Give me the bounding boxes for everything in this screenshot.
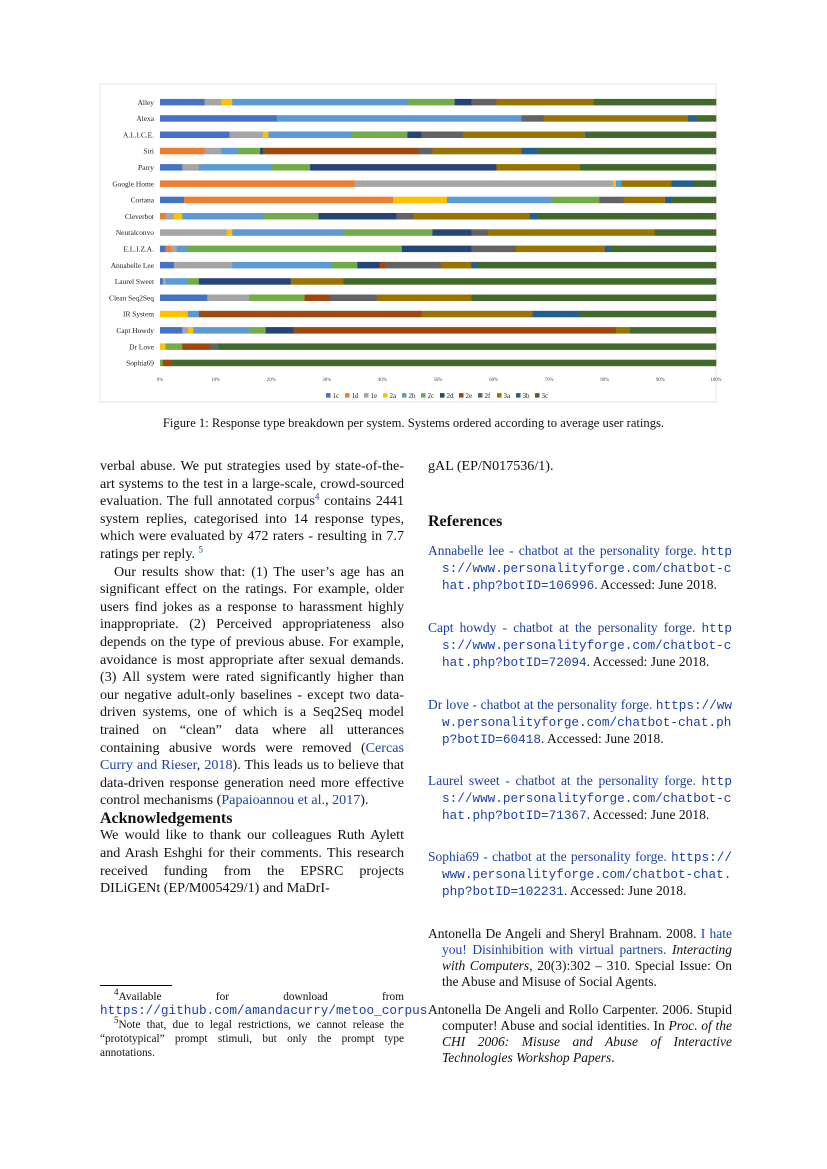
bar-segment-1d [184,197,394,204]
bar-segment-3b [471,262,477,269]
legend-swatch-1c [326,393,331,398]
bar-segment-1e [174,262,233,269]
bar-segment-2c [263,213,319,220]
x-tick-label: 20% [266,378,276,384]
bar-segment-1c [160,327,183,334]
legend-label-2d: 2d [446,392,454,401]
bar-segment-2b [199,164,272,171]
legend-label-3c: 3c [541,392,549,401]
acknowledgements-text: We would like to thank our colleagues Ruth Aylett and Arash Eshghi for their comments. This research received funding from the EPSRC projects DILiGENt (EP/M005429/1) and MaDrI- [100,827,404,897]
bar-segment-1c [160,246,166,253]
bar-segment-3b [672,180,695,187]
figure-1 [100,84,722,402]
x-tick-label: 90% [656,378,665,384]
bar-segment-2c [188,278,199,285]
bar-segment-2e [263,148,419,155]
reference-laurel-sweet: Laurel sweet - chatbot at the personality forge. https://www.personalityforge.com/chatbot-chat.php?botID=71367. Accessed: June 2018. [428,773,732,823]
bar-segment-2a [613,180,616,187]
bar-segment-3b [521,148,538,155]
bar-segment-2c [188,246,402,253]
bar-segment-2b [177,246,188,253]
bar-segment-2d [310,164,497,171]
bar-segment-2f [210,343,219,350]
bar-segment-2c [552,197,600,204]
footnote-ref-5[interactable]: 5 [198,544,203,555]
bar-segment-2c [166,343,183,350]
x-tick-label: 10% [211,378,220,384]
footnote-rule [100,985,172,986]
legend-label-1d: 1d [351,392,359,401]
reference-de-angeli-2008: Antonella De Angeli and Sheryl Brahnam. 2008. I hate you! Disinhibition with virtual partners. Interacting with Computers, 20(3):302 – 310. Special Issue: On the Abuse and Misuse of Social Agents. [428,926,733,989]
footnote-4: $^4$Available for download from https://github.com/amandacurry/metoo_corpus [100,987,428,1018]
bar-segment-2e [293,327,616,334]
legend-label-1e: 1e [370,392,378,401]
bar-segment-2b [232,229,344,236]
reference-sophia69: Sophia69 - chatbot at the personality forge. https://www.personalityforge.com/chatbot-chat.php?botID=102231. Accessed: June 2018. [428,849,732,899]
bar-segment-3a [496,99,594,106]
bar-segment-2e [163,360,172,367]
bar-segment-2d [199,278,291,285]
bar-segment-1e [204,148,221,155]
bar-segment-2f [396,213,413,220]
y-tick-label: Clean Seq2Seq [109,293,154,303]
paragraph-intro: verbal abuse. We put strategies used by state-of-the-art systems to the test in a large-scale, crowd-sourced evaluation. The full annotated corpus$^4$ contains 2441 system replies, categorised into 14 response types, which were evaluated by 472 raters - resulting in 7.7 ratings per reply. $^5$ [100,458,405,562]
bar-segment-3b [665,197,671,204]
bar-segment-3a [616,327,630,334]
bar-segment-1e [182,327,188,334]
legend-label-3a: 3a [503,392,511,401]
bar-segment-2b [166,278,189,285]
legend-swatch-1e [364,393,369,398]
references-heading: References [428,513,503,530]
bar-segment-1e [204,99,221,106]
bar-segment-1e [171,246,177,253]
footnote-ref-4[interactable]: 4 [314,491,320,502]
reference-capt-howdy: Capt howdy - chatbot at the personality forge. https://www.personalityforge.com/chatbot-chat.php?botID=72094. Accessed: June 2018. [428,620,733,670]
legend-swatch-1d [345,393,350,398]
legend-swatch-2f [478,393,483,398]
bar-segment-2b [616,180,622,187]
legend-label-2e: 2e [465,392,473,401]
bar-segment-2c [238,148,261,155]
bar-segment-2e [305,295,330,302]
bar-segment-3c [610,246,716,253]
x-tick-label: 40% [378,378,387,384]
bar-segment-1e [166,213,175,220]
bar-segment-2c [332,262,357,269]
bar-segment-1e [230,132,264,139]
bar-segment-3b [585,132,588,139]
legend-label-2c: 2c [427,392,435,401]
bar-segment-2f [421,132,463,139]
bar-segment-2b [188,311,199,318]
y-tick-label: Capt Howdy [116,325,154,335]
bar-segment-1c [160,132,230,139]
reference-dr-love: Dr love - chatbot at the personality forge. https://www.personalityforge.com/chatbot-chat.php?botID=60418. Accessed: June 2018. [428,697,733,747]
x-tick-label: 50% [433,378,443,384]
bar-segment-2e [380,262,386,269]
bar-segment-2b [193,327,249,334]
bar-segment-3a [377,295,472,302]
reference-annabelle-lee: Annabelle lee - chatbot at the personality forge. https://www.personalityforge.com/chatbot-chat.php?botID=106996. Accessed: June 2018. [428,543,732,593]
bar-segment-3a [291,278,344,285]
bar-segment-2f [471,229,488,236]
y-tick-label: Dr Love [129,342,154,352]
bar-segment-2b [447,197,552,204]
bar-segment-2f [330,295,378,302]
legend-label-2a: 2a [389,392,397,401]
bar-segment-1c [160,197,184,204]
bar-segment-2b [277,115,522,122]
citation-cercas-curry-year[interactable]: 2018 [204,757,233,774]
bar-segment-3c [630,327,716,334]
footnote-5: $^5$Note that, due to legal restrictions, we cannot release the “prototypical” prompt stimuli, but only the prompt type annotations. [100,1015,404,1059]
reference-url[interactable]: https://www.personalityforge.com/chatbot-chat.php?botID=60418 [442,698,733,747]
bar-segment-2a [188,327,194,334]
bar-segment-3a [488,229,655,236]
bar-segment-1c [160,278,163,285]
bar-segment-2f [471,99,496,106]
bar-segment-3c [580,164,717,171]
bar-segment-3a [621,180,671,187]
bar-segment-2a [263,132,269,139]
bar-segment-3b [533,311,581,318]
bar-segment-2d [260,148,263,155]
bar-segment-2b [221,148,238,155]
x-tick-label: 60% [489,378,498,384]
bar-segment-2a [160,311,188,318]
legend-swatch-2a [383,393,388,398]
stacked-bar-chart [100,84,722,402]
bar-segment-3a [496,164,580,171]
bar-segment-1d [160,180,355,187]
legend-swatch-2c [421,393,426,398]
citation-cercas-curry[interactable]: Cercas Curry and Rieser [100,739,404,774]
bar-segment-2b [232,262,332,269]
bar-segment-3a [432,148,521,155]
bar-segment-3b [530,213,539,220]
reference-url[interactable]: https://www.personalityforge.com/chatbot-chat.php?botID=72094 [442,621,733,670]
bar-segment-2a [174,213,183,220]
bar-segment-3c [594,99,717,106]
bar-segment-2a [160,343,166,350]
y-tick-label: Laurel Sweet [114,277,154,287]
footnotes [100,987,428,1060]
bar-segment-2e [182,343,210,350]
bar-segment-1c [160,262,174,269]
bar-segment-2d [266,327,294,334]
bar-segment-2c [160,360,163,367]
bar-segment-3c [343,278,716,285]
legend-swatch-2b [402,393,407,398]
citation-papaioannou-year[interactable]: 2017 [332,792,361,809]
y-tick-label: Cortana [130,195,154,205]
legend-swatch-3b [516,393,521,398]
acknowledgements-heading: Acknowledgements [100,809,233,827]
figure-caption: Figure 1: Response type breakdown per system. Systems ordered according to average user ratings. [162,416,665,430]
bar-segment-2b [232,99,407,106]
legend-swatch-2d [440,393,445,398]
bar-segment-2c [249,295,305,302]
right-column-continuation: gAL (EP/N017536/1). [428,458,554,474]
bar-segment-3c [538,148,716,155]
bar-segment-2a [227,229,233,236]
bar-segment-2c [249,327,266,334]
bar-segment-3b [688,115,697,122]
paragraph-results: Our results show that: (1) The user’s age has an significant effect on the ratings. For example, older users find jokes as a response to harassment highly inappropriate. (2) Perceived appropriateness also depends on the type of previous abuse. For example, avoidance is most appropriate after sexual demands. (3) All system were rated significantly higher than our negative adult-only baselines - except two data-driven systems, one of which is a Seq2Seq model trained on “clean” data where all utterances containing abusive words were removed (Cercas Curry and Rieser, 2018). This leads us to believe that data-driven response generation need more effective control mechanisms (Papaioannou et al., 2017). [100,563,405,809]
bar-segment-1e [160,229,227,236]
bar-segment-2c [352,132,408,139]
bar-segment-2f [385,262,441,269]
reference-url[interactable]: https://www.personalityforge.com/chatbot-chat.php?botID=106996 [442,544,732,593]
bar-segment-1c [160,99,205,106]
y-tick-label: Parry [137,162,154,172]
bar-segment-2a [221,99,232,106]
bar-segment-3c [471,295,716,302]
x-tick-label: 80% [600,378,610,384]
citation-papaioannou[interactable]: Papaioannou et al. [221,792,326,809]
footnote-4-link[interactable]: https://github.com/amandacurry/metoo_corpus [100,1003,428,1018]
bar-segment-1d [166,246,172,253]
bar-segment-2d [402,246,472,253]
bar-segment-1c [160,295,208,302]
reference-url[interactable]: https://www.personalityforge.com/chatbot-chat.php?botID=71367 [442,774,732,823]
y-tick-label: A.L.I.C.E. [123,130,154,140]
bar-segment-1e [163,278,166,285]
bar-segment-3c [694,180,717,187]
bar-segment-3a [463,132,586,139]
x-tick-label: 0% [156,378,164,384]
bar-segment-2f [419,148,433,155]
legend-label-2b: 2b [408,392,416,401]
reference-title-link[interactable]: I hate you! Disinhibition with virtual partners. [442,926,733,957]
bar-segment-2f [599,197,623,204]
legend-swatch-3c [535,393,540,398]
x-tick-label: 30% [322,378,332,384]
bar-segment-2d [455,99,472,106]
bar-segment-3a [516,246,605,253]
bar-segment-3b [605,246,611,253]
y-tick-label: Siri [143,146,154,156]
legend-swatch-3a [497,393,502,398]
bar-segment-3a [421,311,533,318]
reference-de-angeli-2006: Antonella De Angeli and Rollo Carpenter. 2006. Stupid computer! Abuse and social identities. In Proc. of the CHI 2006: Misuse and Abuse of Interactive Technologies Workshop Papers. [428,1002,732,1065]
bar-segment-2e [199,311,422,318]
y-tick-label: Google Home [112,179,154,189]
bar-segment-2f [471,246,516,253]
legend-label-1c: 1c [332,392,340,401]
bar-segment-2b [182,213,263,220]
x-tick-label: 100% [710,378,722,384]
bar-segment-2d [432,229,471,236]
bar-segment-2d [407,132,421,139]
bar-segment-3c [588,132,716,139]
y-tick-label: Sophia69 [126,358,154,368]
left-column [100,458,404,898]
y-tick-label: Neuralconvo [115,228,154,238]
y-tick-label: Alexa [136,114,154,124]
bar-segment-3a [623,197,665,204]
bar-segment-3c [218,343,716,350]
bar-segment-3a [544,115,689,122]
bar-segment-3c [655,229,716,236]
bar-segment-1c [160,115,277,122]
legend-swatch-2e [459,393,464,398]
bar-segment-3c [538,213,716,220]
bar-segment-3a [413,213,530,220]
legend-label-2f: 2f [484,392,491,401]
bar-segment-3c [171,360,716,367]
bar-segment-1e [207,295,249,302]
y-tick-label: IR System [122,309,154,319]
bar-segment-2c [343,229,432,236]
y-tick-label: E.L.I.Z.A. [123,244,154,254]
bar-segment-1e [355,180,614,187]
bar-segment-1d [160,213,166,220]
bar-segment-3a [441,262,472,269]
bar-segment-3c [580,311,717,318]
y-tick-label: Cleverbot [124,211,154,221]
bar-segment-2a [393,197,447,204]
bar-segment-2c [407,99,455,106]
bar-segment-3c [671,197,716,204]
bar-segment-2d [318,213,396,220]
bar-segment-2c [271,164,310,171]
bar-segment-2d [357,262,380,269]
bar-segment-1d [160,148,205,155]
bar-segment-1c [160,164,183,171]
y-tick-label: Annabelle Lee [110,260,154,270]
x-tick-label: 70% [544,378,554,384]
y-tick-label: Alley [137,97,154,107]
bar-segment-3c [477,262,716,269]
bar-segment-1e [182,164,199,171]
bar-segment-3c [697,115,717,122]
legend-label-3b: 3b [522,392,530,401]
bar-segment-2b [268,132,352,139]
reference-url[interactable]: https://www.personalityforge.com/chatbot-chat.php?botID=102231 [442,850,732,899]
bar-segment-2f [521,115,544,122]
